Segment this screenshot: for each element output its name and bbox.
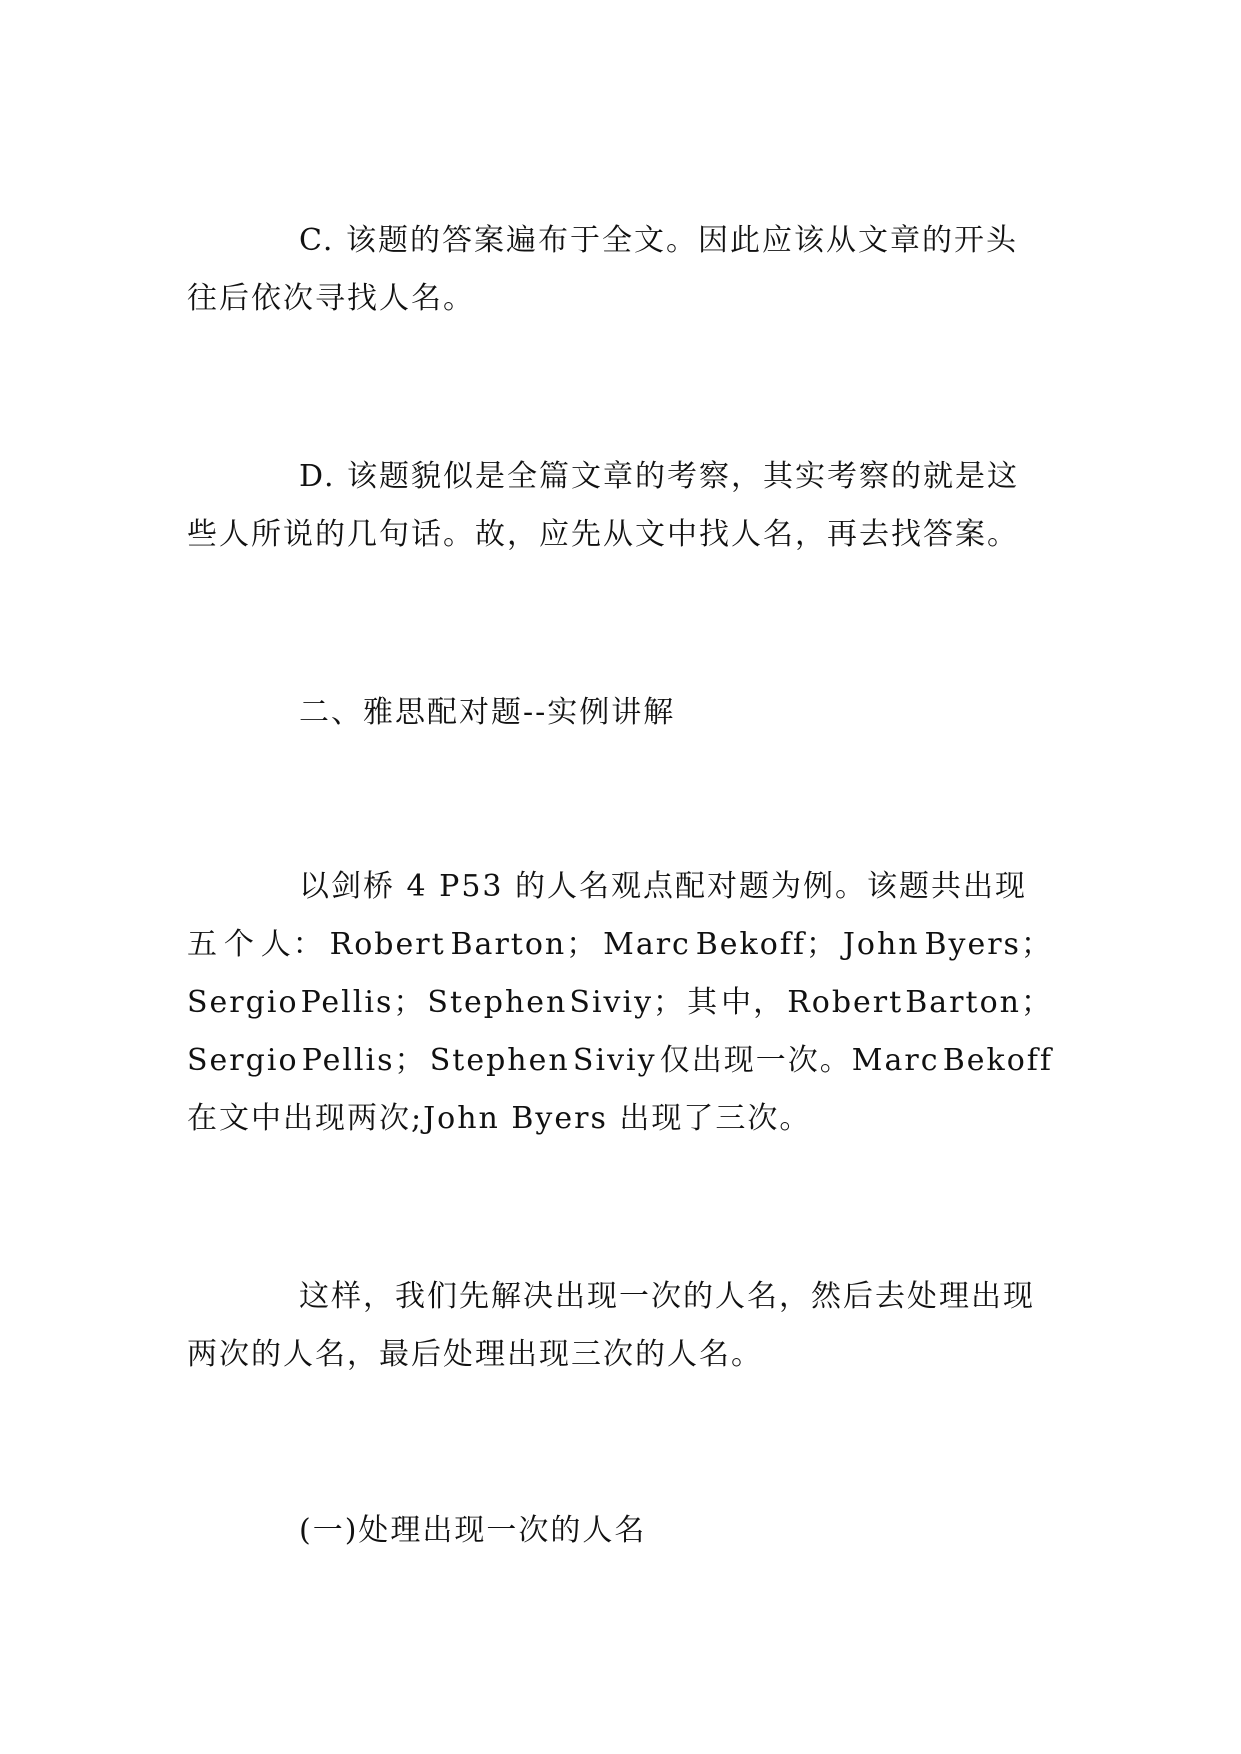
section-heading xyxy=(187,684,1053,742)
word: Stephen xyxy=(427,985,568,1020)
paragraph-example xyxy=(187,858,1053,1148)
word: Siviy； xyxy=(569,985,686,1020)
word: Barton； xyxy=(905,985,1053,1020)
word: Siviy xyxy=(572,1043,657,1078)
word: 五 xyxy=(187,927,219,962)
paragraph-strategy xyxy=(187,1268,1053,1384)
paragraph-option-c xyxy=(187,212,1053,328)
word: Bekoff； xyxy=(695,927,838,962)
paragraph-line: D. 该题貌似是全篇文章的考察，其实考察的就是这 xyxy=(299,459,1020,494)
paragraph-line: 在文中出现两次;John Byers 出现了三次。 xyxy=(187,1101,812,1136)
section-heading-text: 二、雅思配对题--实例讲解 xyxy=(299,695,676,730)
word: Sergio xyxy=(187,985,299,1020)
sub-heading-text: (一)处理出现一次的人名 xyxy=(299,1513,647,1548)
paragraph-line: 以剑桥 4 P53 的人名观点配对题为例。该题共出现 xyxy=(299,869,1028,904)
word: Pellis； xyxy=(300,985,426,1020)
paragraph-line: 两次的人名，最后处理出现三次的人名。 xyxy=(187,1337,763,1372)
word: Marc xyxy=(603,927,691,962)
sub-heading xyxy=(187,1502,1053,1560)
paragraph-line: 这样，我们先解决出现一次的人名，然后去处理出现 xyxy=(299,1279,1035,1314)
paragraph-option-d xyxy=(187,448,1053,564)
word: Sergio xyxy=(187,1043,299,1078)
word: 个 xyxy=(223,927,256,962)
word: Byers； xyxy=(924,927,1053,962)
word: Robert xyxy=(329,927,446,962)
word: Robert xyxy=(787,985,904,1020)
paragraph-line-justified xyxy=(187,974,1053,1032)
paragraph-line: 往后依次寻找人名。 xyxy=(187,281,475,316)
word: 仅出现一次。Marc xyxy=(659,1043,940,1078)
word: 其 xyxy=(687,985,720,1020)
word: Barton； xyxy=(450,927,599,962)
word: Stephen xyxy=(429,1043,570,1078)
word: 人： xyxy=(260,927,325,962)
paragraph-line: C. 该题的答案遍布于全文。因此应该从文章的开头 xyxy=(299,223,1018,258)
word: Bekoff xyxy=(942,1043,1053,1078)
word: 中， xyxy=(721,985,786,1020)
paragraph-line-justified xyxy=(187,916,1053,974)
word: Pellis； xyxy=(301,1043,427,1078)
paragraph-line: 些人所说的几句话。故，应先从文中找人名，再去找答案。 xyxy=(187,517,1019,552)
word: John xyxy=(842,927,920,962)
paragraph-line-justified xyxy=(187,1032,1053,1090)
